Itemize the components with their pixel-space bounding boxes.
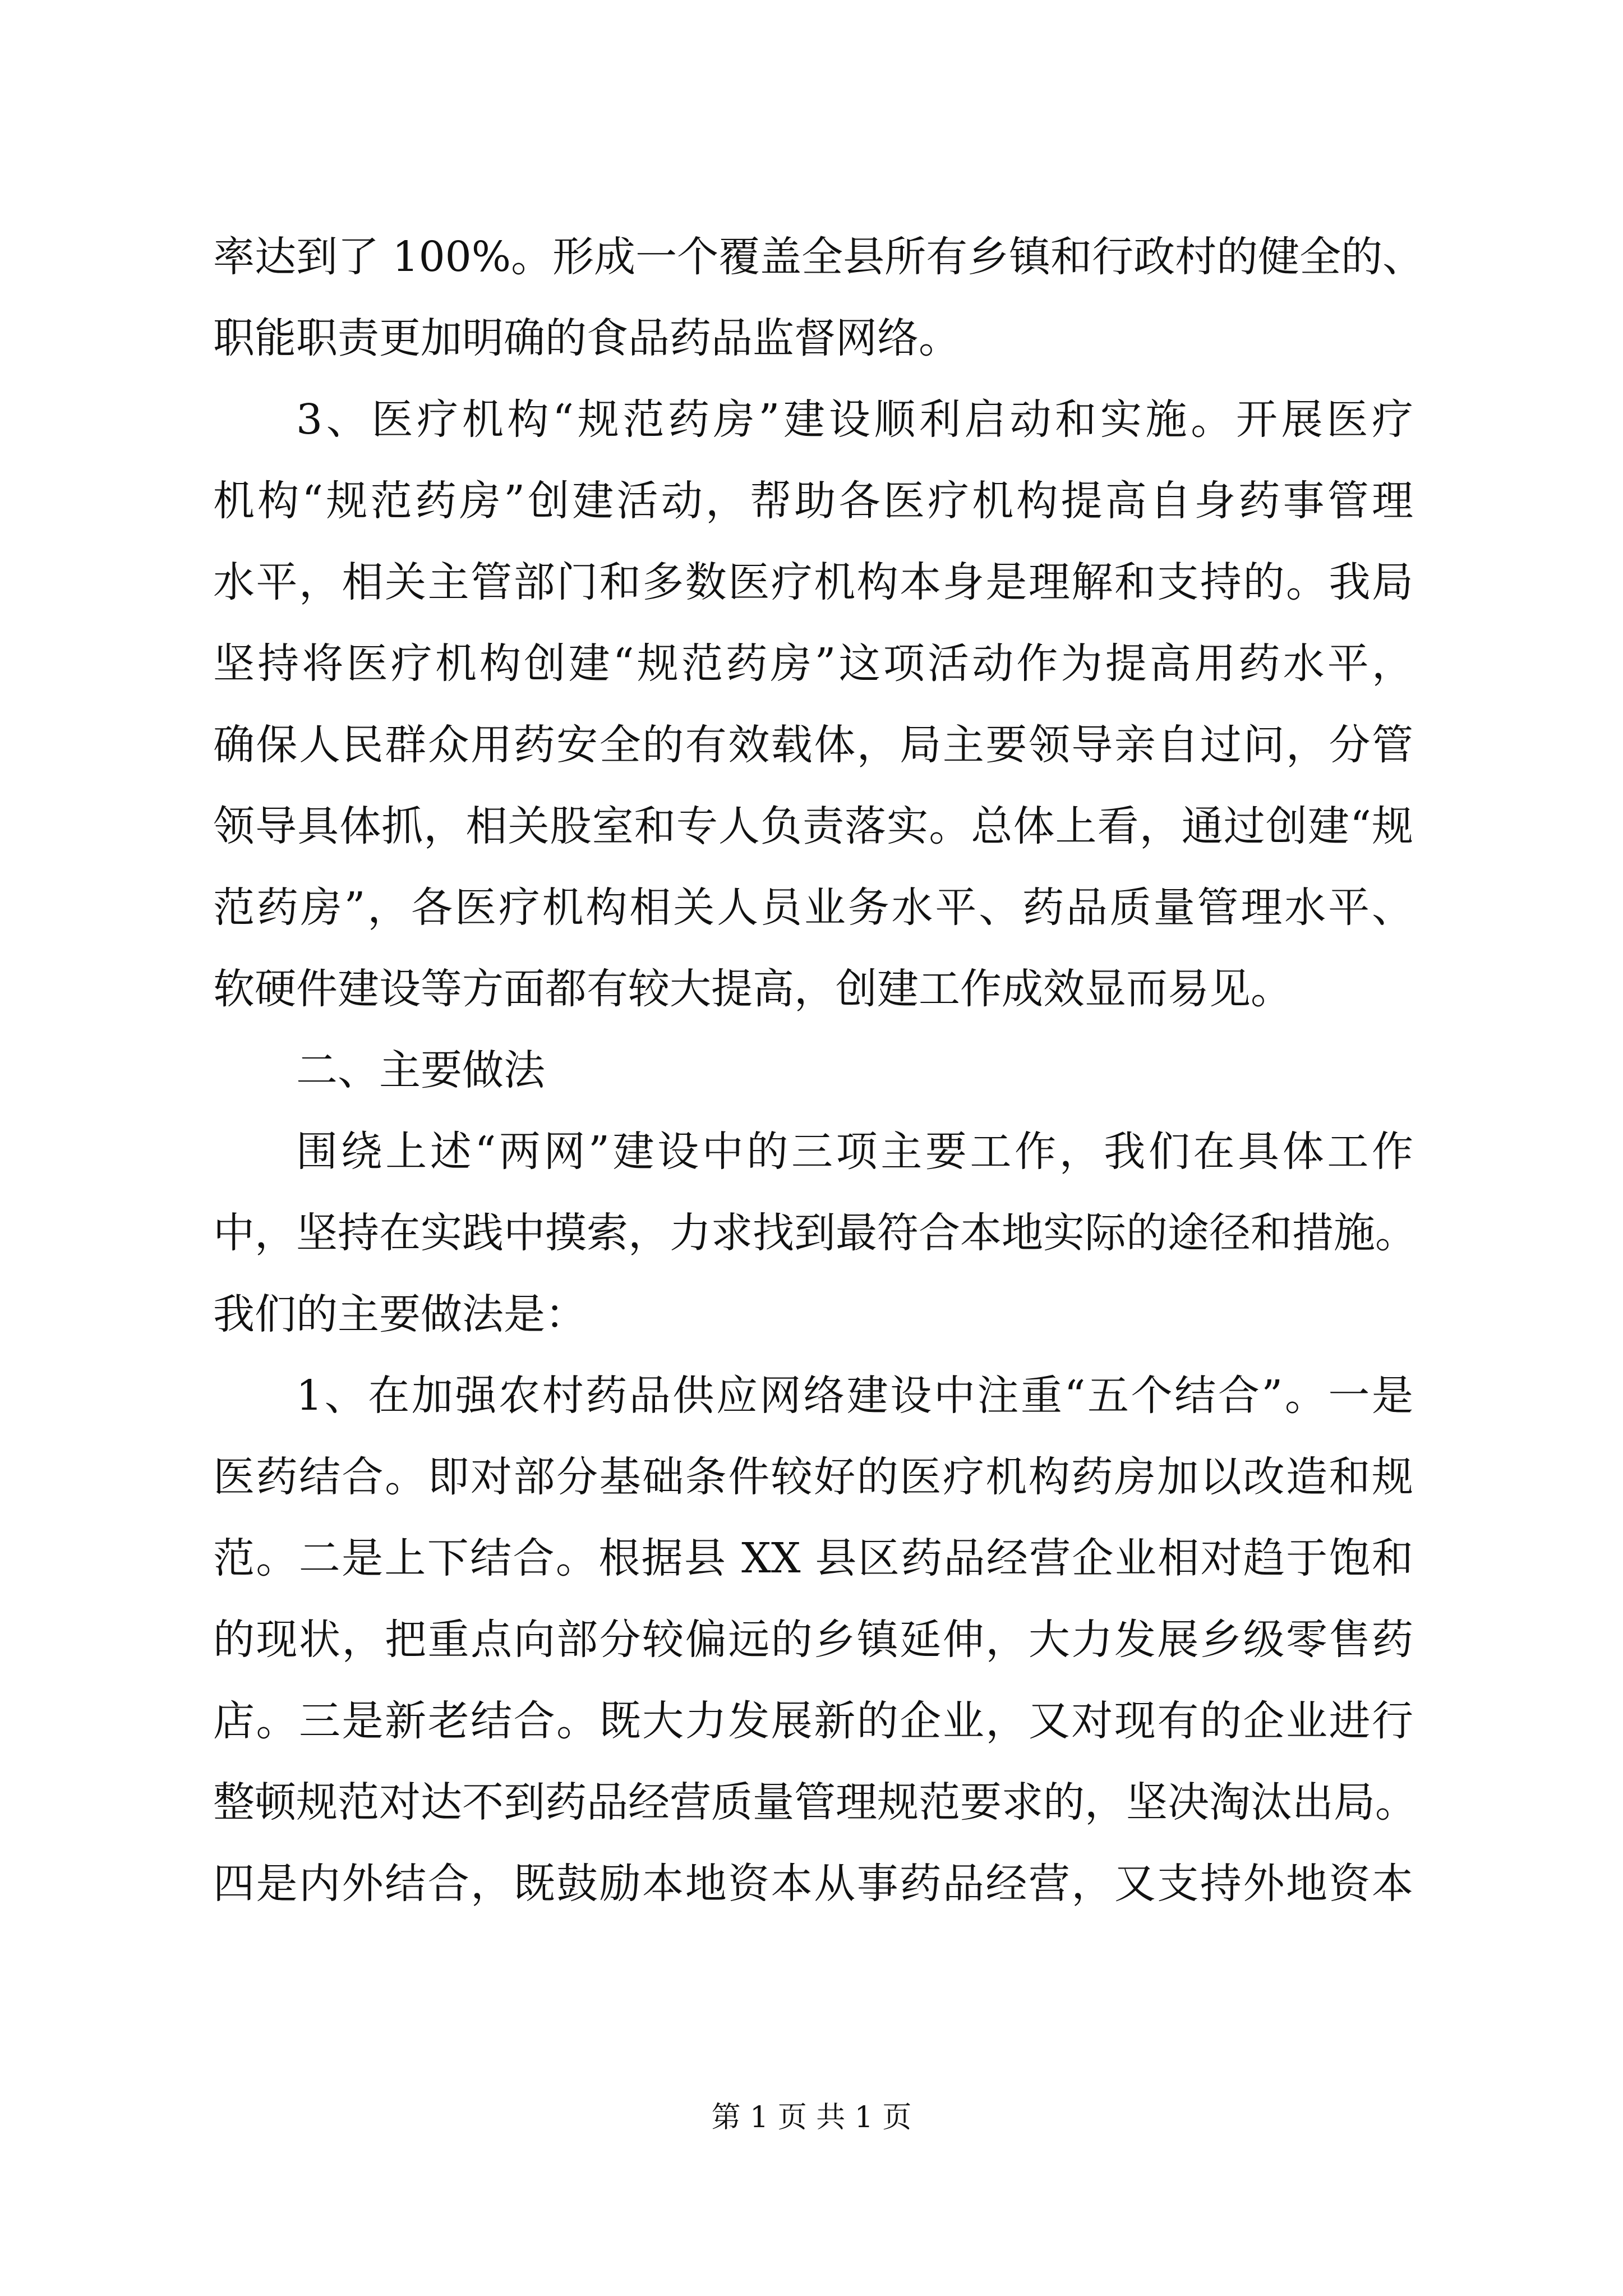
text-line: 1、在加强农村药品供应网络建设中注重“五个结合”。一是 — [296, 1372, 1413, 1420]
section-heading: 二、主要做法 — [296, 1046, 545, 1094]
text-line: 确保人民群众用药安全的有效载体，局主要领导亲自过问，分管 — [213, 721, 1413, 769]
text-line: 3、医疗机构“规范药房”建设顺利启动和实施。开展医疗 — [296, 395, 1413, 444]
text-line: 围绕上述“两网”建设中的三项主要工作，我们在具体工作 — [296, 1128, 1413, 1176]
page-number-footer: 第 1 页 共 1 页 — [711, 2101, 912, 2134]
text-line: 四是内外结合，既鼓励本地资本从事药品经营，又支持外地资本 — [213, 1860, 1413, 1908]
text-line: 店。三是新老结合。既大力发展新的企业，又对现有的企业进行 — [213, 1697, 1413, 1745]
text-line: 中，坚持在实践中摸索，力求找到最符合本地实际的途径和措施。 — [213, 1209, 1417, 1257]
text-line: 职能职责更加明确的食品药品监督网络。 — [213, 314, 960, 362]
text-line: 医药结合。即对部分基础条件较好的医疗机构药房加以改造和规 — [213, 1453, 1413, 1501]
text-line: 领导具体抓，相关股室和专人负责落实。总体上看，通过创建“规 — [213, 802, 1413, 850]
text-line: 整顿规范对达不到药品经营质量管理规范要求的，坚决淘汰出局。 — [213, 1778, 1417, 1826]
text-line: 范药房”，各医疗机构相关人员业务水平、药品质量管理水平、 — [213, 884, 1413, 932]
text-line: 软硬件建设等方面都有较大提高，创建工作成效显而易见。 — [213, 965, 1292, 1013]
text-line: 水平，相关主管部门和多数医疗机构本身是理解和支持的。我局 — [213, 558, 1413, 606]
body-text — [213, 217, 1424, 1925]
text-line: 机构“规范药房”创建活动，帮助各医疗机构提高自身药事管理 — [213, 477, 1413, 525]
text-line: 我们的主要做法是： — [213, 1290, 587, 1338]
text-line: 范。二是上下结合。根据县 XX 县区药品经营企业相对趋于饱和 — [213, 1534, 1413, 1582]
text-line: 的现状，把重点向部分较偏远的乡镇延伸，大力发展乡级零售药 — [213, 1616, 1413, 1664]
text-line: 坚持将医疗机构创建“规范药房”这项活动作为提高用药水平， — [213, 639, 1413, 688]
text-line: 率达到了 100%。形成一个覆盖全县所有乡镇和行政村的健全的、 — [213, 233, 1424, 281]
